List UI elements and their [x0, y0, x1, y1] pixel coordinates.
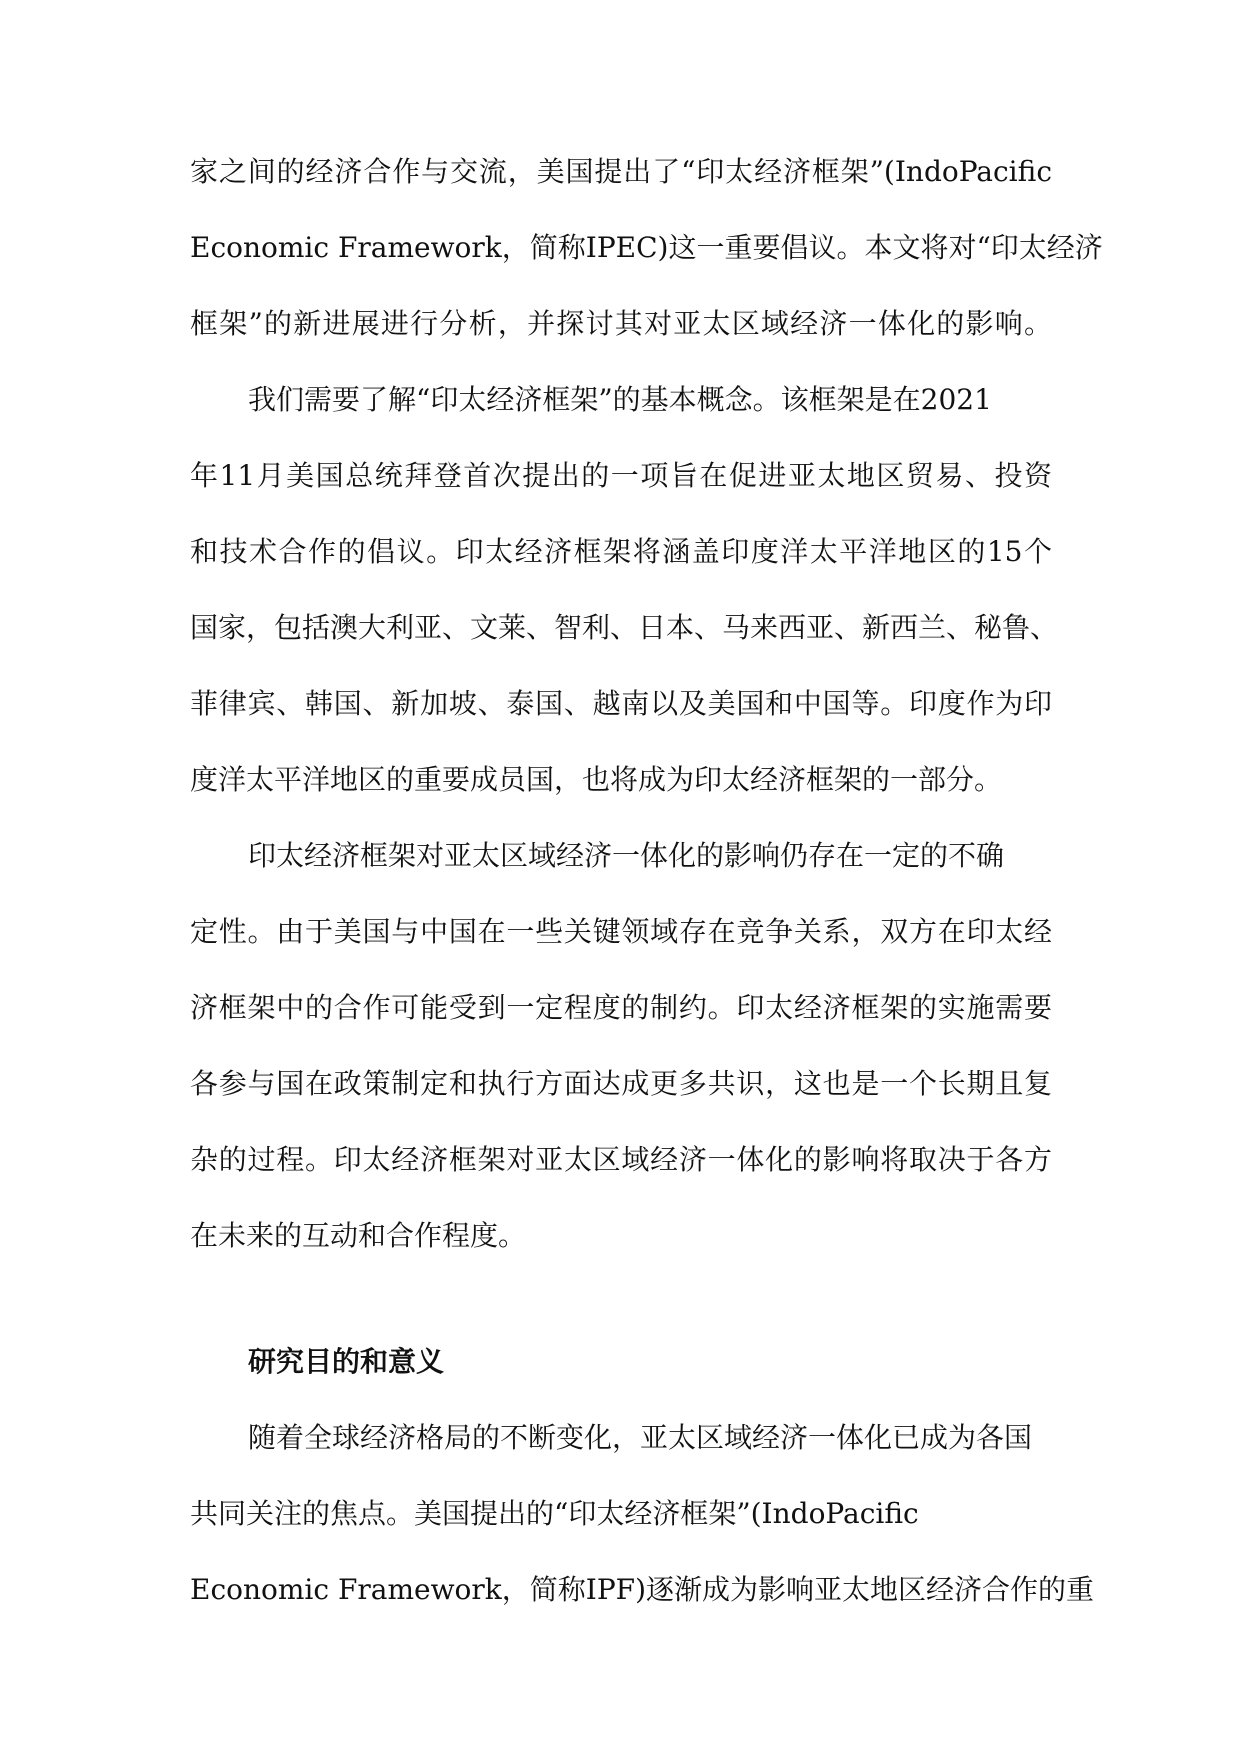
- document-page: [190, 140, 1103, 1634]
- text-line: 年11月美国总统拜登首次提出的一项旨在促进亚太地区贸易、投资: [190, 459, 1052, 492]
- text-line: 在未来的互动和合作程度。: [190, 1219, 527, 1252]
- text-line: Economic Framework，简称IPF)逐渐成为影响亚太地区经济合作的重: [190, 1573, 1095, 1606]
- paragraph-first-line: 我们需要了解“印太经济框架”的基本概念。该框架是在2021: [248, 383, 992, 416]
- text-line: 济框架中的合作可能受到一定程度的制约。印太经济框架的实施需要: [190, 991, 1052, 1024]
- text-line: 家之间的经济合作与交流，美国提出了“印太经济框架”(IndoPacific: [190, 155, 1052, 188]
- text-line: 杂的过程。印太经济框架对亚太区域经济一体化的影响将取决于各方: [190, 1143, 1052, 1176]
- text-line: 框架”的新进展进行分析，并探讨其对亚太区域经济一体化的影响。: [190, 307, 1052, 340]
- section-heading: 研究目的和意义: [248, 1345, 445, 1378]
- text-line: 国家，包括澳大利亚、文莱、智利、日本、马来西亚、新西兰、秘鲁、: [190, 611, 1059, 644]
- text-line: 和技术合作的倡议。印太经济框架将涵盖印度洋太平洋地区的15个: [190, 535, 1052, 568]
- text-line: 菲律宾、韩国、新加坡、泰国、越南以及美国和中国等。印度作为印: [190, 687, 1052, 720]
- text-line: 度洋太平洋地区的重要成员国，也将成为印太经济框架的一部分。: [190, 763, 1003, 796]
- paragraph-first-line: 随着全球经济格局的不断变化，亚太区域经济一体化已成为各国: [248, 1421, 1033, 1454]
- text-line: Economic Framework，简称IPEC)这一重要倡议。本文将对“印太经济: [190, 231, 1103, 264]
- section-gap: [190, 1280, 1052, 1330]
- text-line: 各参与国在政策制定和执行方面达成更多共识，这也是一个长期且复: [190, 1067, 1052, 1100]
- paragraph-first-line: 印太经济框架对亚太区域经济一体化的影响仍存在一定的不确: [248, 839, 1005, 872]
- text-line: 共同关注的焦点。美国提出的“印太经济框架”(IndoPacific: [190, 1497, 919, 1530]
- text-line: 定性。由于美国与中国在一些关键领域存在竞争关系，双方在印太经: [190, 915, 1052, 948]
